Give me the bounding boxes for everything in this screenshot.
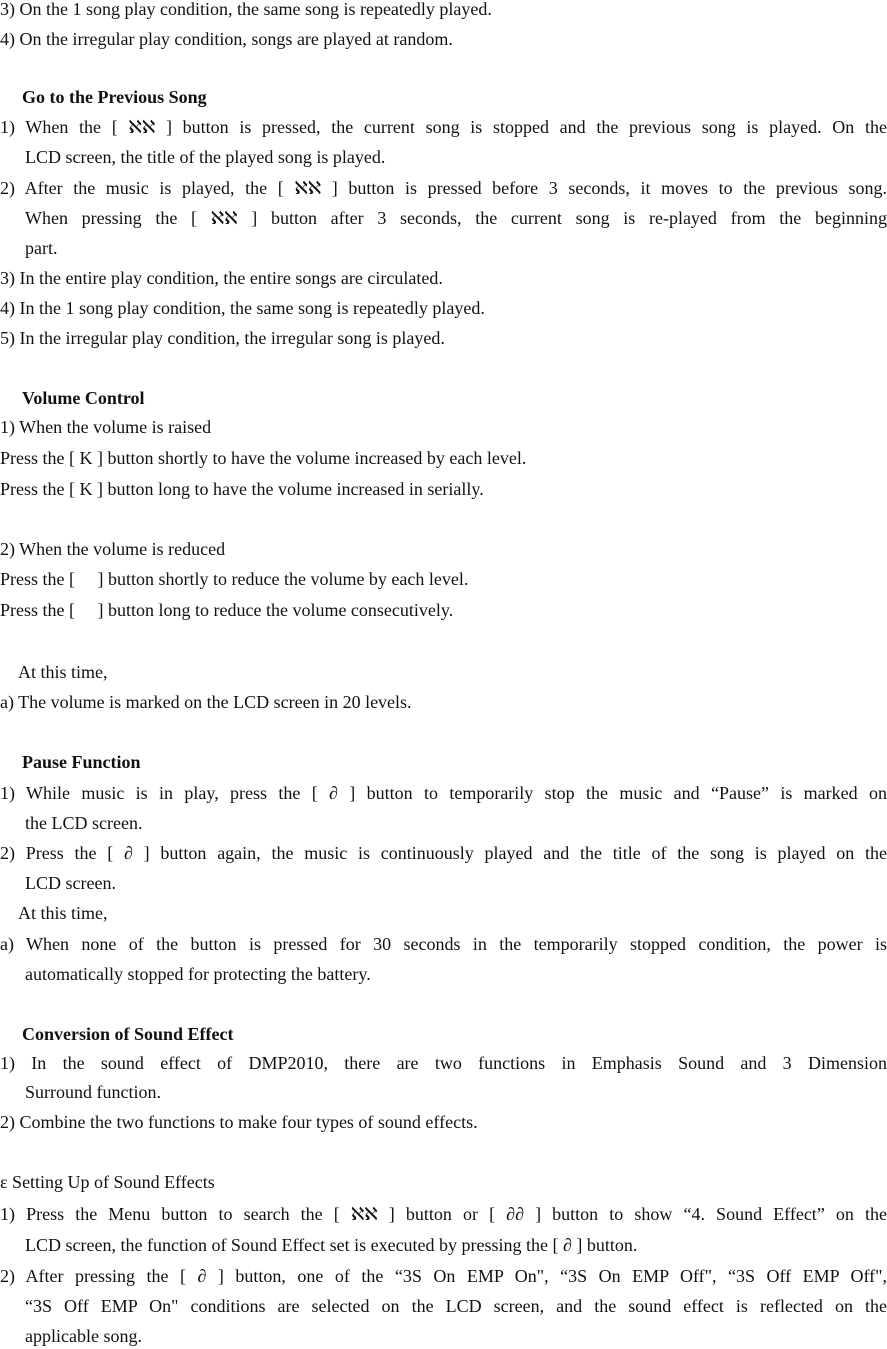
sound-step-1-continued: Surround function.	[25, 1082, 161, 1102]
play-mode-1-song: 3) On the 1 song play condition, the same song is repeatedly played.	[0, 0, 492, 19]
volume-at-this-time: At this time,	[18, 662, 108, 682]
heading-volume-control: Volume Control	[22, 388, 145, 408]
pause-step-2: 2) Press the [ ∂ ] button again, the music is continuously played and the title of the song is played on the	[0, 843, 887, 863]
heading-previous-song: Go to the Previous Song	[22, 87, 207, 107]
previous-step-5: 5) In the irregular play condition, the irregular song is played.	[0, 328, 445, 348]
pause-step-1: 1) While music is in play, press the [ ∂ ] button to temporarily stop the music and “Pause” is marked on	[0, 783, 887, 803]
volume-raise-long: Press the [ K ] button long to have the volume increased in serially.	[0, 479, 484, 499]
heading-pause-function: Pause Function	[22, 752, 141, 772]
pause-step-1-continued: the LCD screen.	[25, 813, 143, 833]
previous-step-1-continued: LCD screen, the title of the played song is played.	[25, 147, 386, 167]
pause-step-2-continued: LCD screen.	[25, 873, 116, 893]
previous-step-3: 3) In the entire play condition, the entire songs are circulated.	[0, 268, 443, 288]
previous-step-2: 2) After the music is played, the [ ℵℵ ] button is pressed before 3 seconds, it moves to the previous song.	[0, 178, 887, 198]
previous-step-2-end: part.	[25, 238, 58, 258]
setup-step-2-end: applicable song.	[25, 1326, 142, 1346]
previous-step-1: 1) When the [ ℵℵ ] button is pressed, the current song is stopped and the previous song is played. On the	[0, 117, 887, 137]
volume-reduce-short: Press the [ ] button shortly to reduce the volume by each level.	[0, 569, 469, 589]
sound-step-1: 1) In the sound effect of DMP2010, there are two functions in Emphasis Sound and 3 Dimension	[0, 1053, 887, 1073]
heading-sound-effect: Conversion of Sound Effect	[22, 1024, 234, 1044]
pause-at-this-time: At this time,	[18, 903, 108, 923]
volume-reduce-title: 2) When the volume is reduced	[0, 539, 226, 559]
sound-step-2: 2) Combine the two functions to make four types of sound effects.	[0, 1112, 478, 1132]
volume-raise-title: 1) When the volume is raised	[0, 417, 212, 437]
volume-note-a: a) The volume is marked on the LCD screen in 20 levels.	[0, 692, 412, 712]
play-mode-irregular: 4) On the irregular play condition, songs are played at random.	[0, 29, 453, 49]
pause-note-a-continued: automatically stopped for protecting the battery.	[25, 964, 371, 984]
setup-step-1-continued: LCD screen, the function of Sound Effect set is executed by pressing the [ ∂ ] button.	[25, 1235, 638, 1255]
volume-raise-short: Press the [ K ] button shortly to have the volume increased by each level.	[0, 448, 527, 468]
setup-step-2: 2) After pressing the [ ∂ ] button, one of the “3S On EMP On", “3S On EMP Off", “3S Off EMP Off",	[0, 1266, 887, 1286]
volume-reduce-long: Press the [ ] button long to reduce the volume consecutively.	[0, 600, 454, 620]
previous-step-2-continued: When pressing the [ ℵℵ ] button after 3 seconds, the current song is re-played from the beginning	[25, 208, 887, 228]
heading-setup-sound-effects: ε Setting Up of Sound Effects	[0, 1172, 215, 1192]
previous-step-4: 4) In the 1 song play condition, the same song is repeatedly played.	[0, 298, 485, 318]
setup-step-2-continued: “3S Off EMP On" conditions are selected on the LCD screen, and the sound effect is reflected on the	[25, 1296, 887, 1316]
setup-step-1: 1) Press the Menu button to search the [ ℵℵ ] button or [ ∂∂ ] button to show “4. Sound Effect” on the	[0, 1204, 887, 1224]
pause-note-a: a) When none of the button is pressed for 30 seconds in the temporarily stopped condition, the power is	[0, 934, 887, 954]
